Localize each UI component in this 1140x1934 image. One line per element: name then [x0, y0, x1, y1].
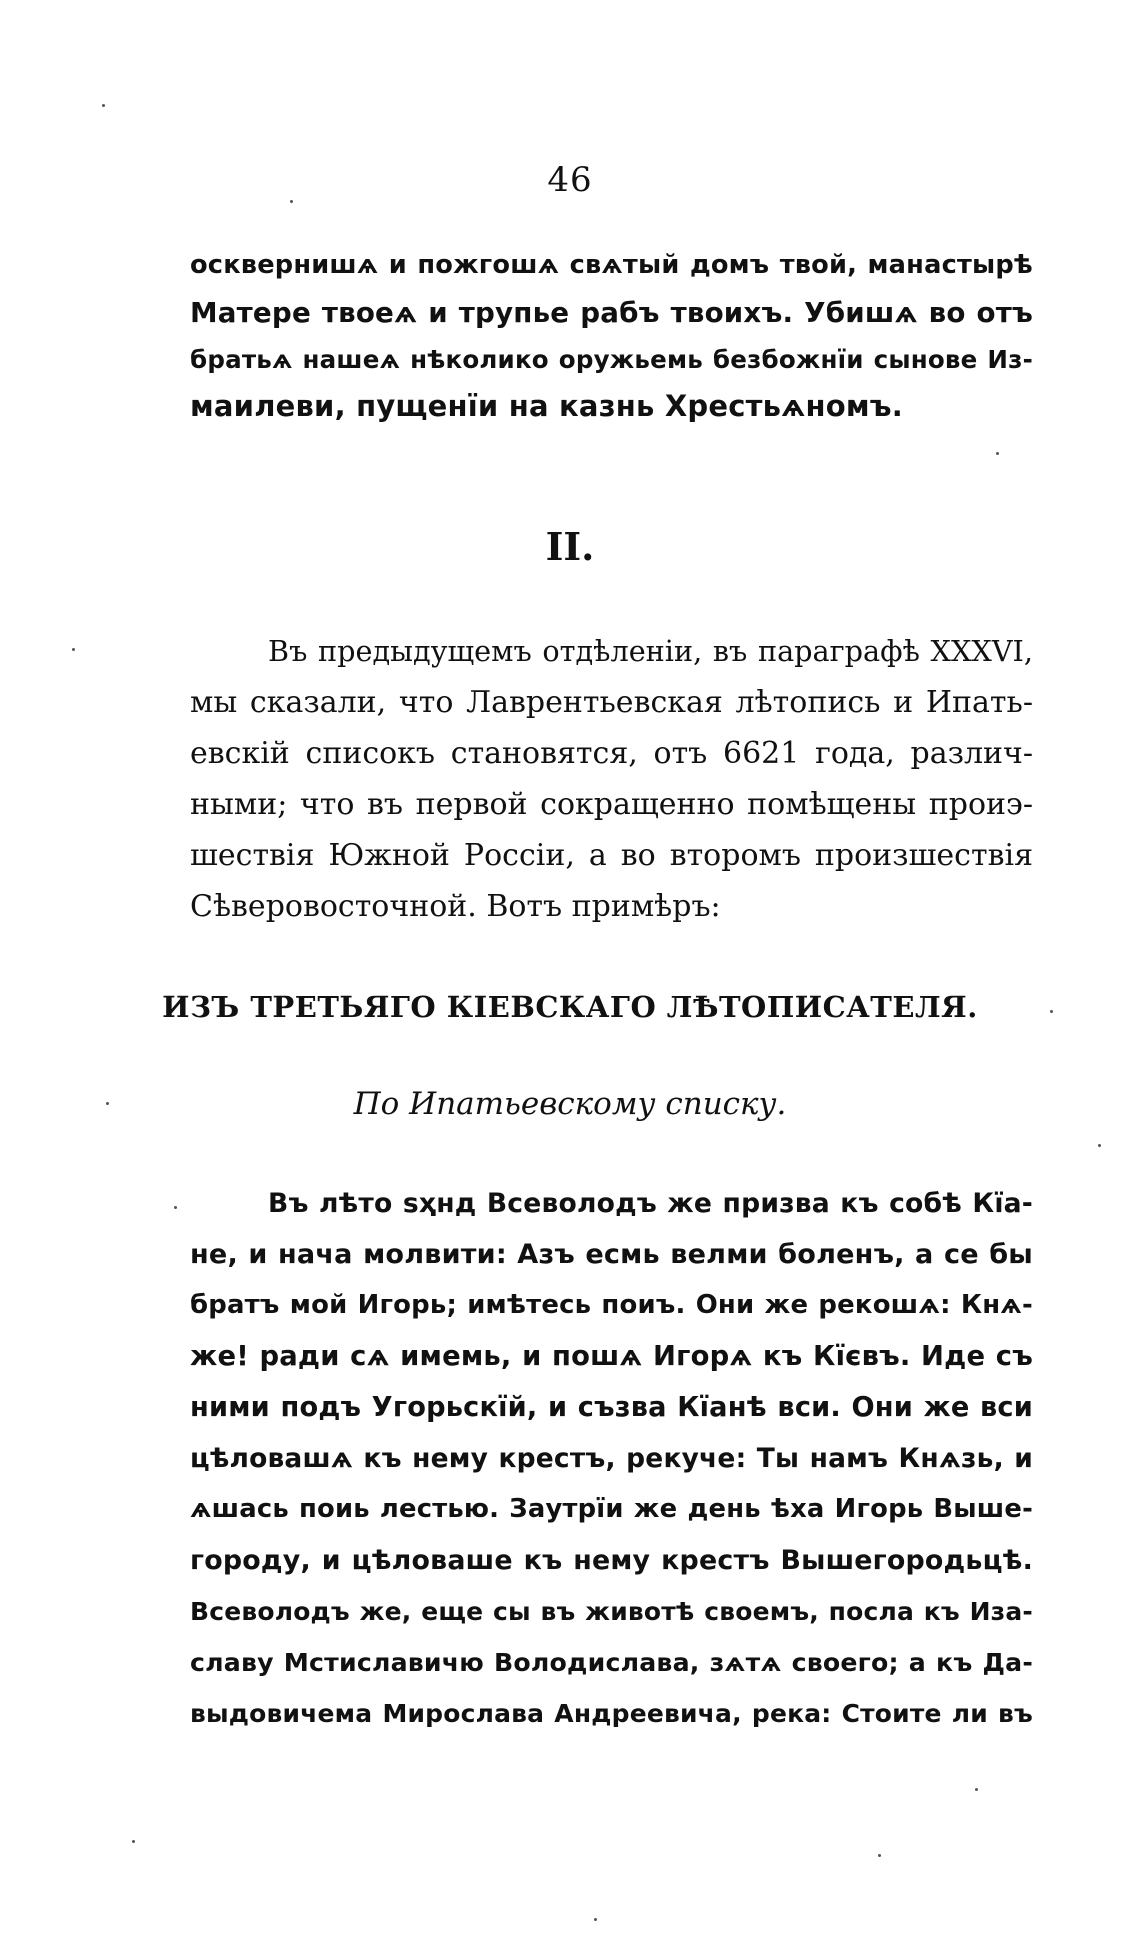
scan-speck [996, 452, 999, 455]
quote-line: братьѧ нашеѧ нѣколико оружьемь безбожнїи сынове Из- [190, 345, 1033, 374]
quote-line: городу, и цѣловаше къ нему крестъ Вышегородьцѣ. [190, 1545, 1033, 1576]
quote-line: маилеви, пущенїи на казнь Хрестьѧномъ. [190, 389, 903, 423]
church-slavonic-quote-top [190, 242, 1033, 430]
scan-speck [594, 1918, 597, 1921]
scan-speck [975, 1788, 978, 1791]
paragraph-line: Сѣверовосточной. Вотъ примѣръ: [190, 889, 721, 924]
scan-speck [102, 104, 105, 107]
scan-speck [72, 648, 75, 651]
quote-line: осквернишѧ и пожгошѧ свѧтый домъ твой, манастырѣ [190, 250, 1033, 280]
scan-speck [106, 1102, 109, 1105]
paragraph-line: ными; что въ первой сокращенно помѣщены проиэ- [190, 787, 1033, 822]
quote-line: Въ лѣто ѕҳнд Всеволодъ же призва къ собѣ Кїа- [268, 1188, 1033, 1219]
quote-line: братъ мой Игорь; имѣтесь поиъ. Они же рекошѧ: Кнѧ- [190, 1290, 1033, 1320]
page-number: 46 [547, 160, 593, 200]
quote-line: выдовичема Мирослава Андреевича, река: Стоите ли въ [190, 1699, 1033, 1728]
section-number: II. [545, 524, 595, 569]
quote-line: ними подъ Угорьскїй, и съзва Кїанѣ вси. Они же вси [190, 1392, 1033, 1423]
excerpt-heading: ИЗЪ ТРЕТЬЯГО КІЕВСКАГО ЛѢТОПИСАТЕЛЯ. [162, 990, 978, 1024]
excerpt-subheading: По Ипатьевскому списку. [353, 1086, 787, 1122]
paragraph-line: Въ предыдущемъ отдѣленіи, въ параграфѣ XXXVI, [268, 634, 1033, 668]
quote-line: Матере твоеѧ и трупье рабъ твоихъ. Убишѧ во отъ [190, 296, 1033, 329]
church-slavonic-quote-bottom [190, 1178, 1033, 1739]
quote-line: ѧшась поиь лестью. Заутрїи же день ѣха Игорь Выше- [190, 1494, 1033, 1524]
body-paragraph [190, 626, 1033, 932]
quote-line: же! ради сѧ имемь, и пошѧ Игорѧ къ Кїєвъ. Иде съ [190, 1341, 1033, 1372]
quote-line: славу Мстиславичю Володислава, зѧтѧ своего; а къ Да- [190, 1648, 1033, 1677]
scan-speck [174, 1206, 177, 1209]
scan-speck [132, 1840, 135, 1843]
quote-line: Всеволодъ же, еще сы въ животѣ своемъ, посла къ Иза- [190, 1597, 1033, 1626]
paragraph-line: шествія Южной Россіи, а во второмъ произшествія [190, 838, 1033, 873]
paragraph-line: мы сказали, что Лаврентьевская лѣтопись и Ипать- [190, 685, 1033, 720]
quote-line: цѣловашѧ къ нему крестъ, рекуче: Ты намъ Кнѧзь, и [190, 1443, 1033, 1474]
scan-speck [1098, 1144, 1101, 1147]
paragraph-line: евскій списокъ становятся, отъ 6621 года, различ- [190, 736, 1033, 771]
scan-speck [878, 1854, 881, 1857]
quote-line: не, и нача молвити: Азъ есмь велми боленъ, а се бы [190, 1239, 1033, 1270]
scan-speck [1050, 1010, 1053, 1013]
scan-speck [290, 200, 293, 203]
